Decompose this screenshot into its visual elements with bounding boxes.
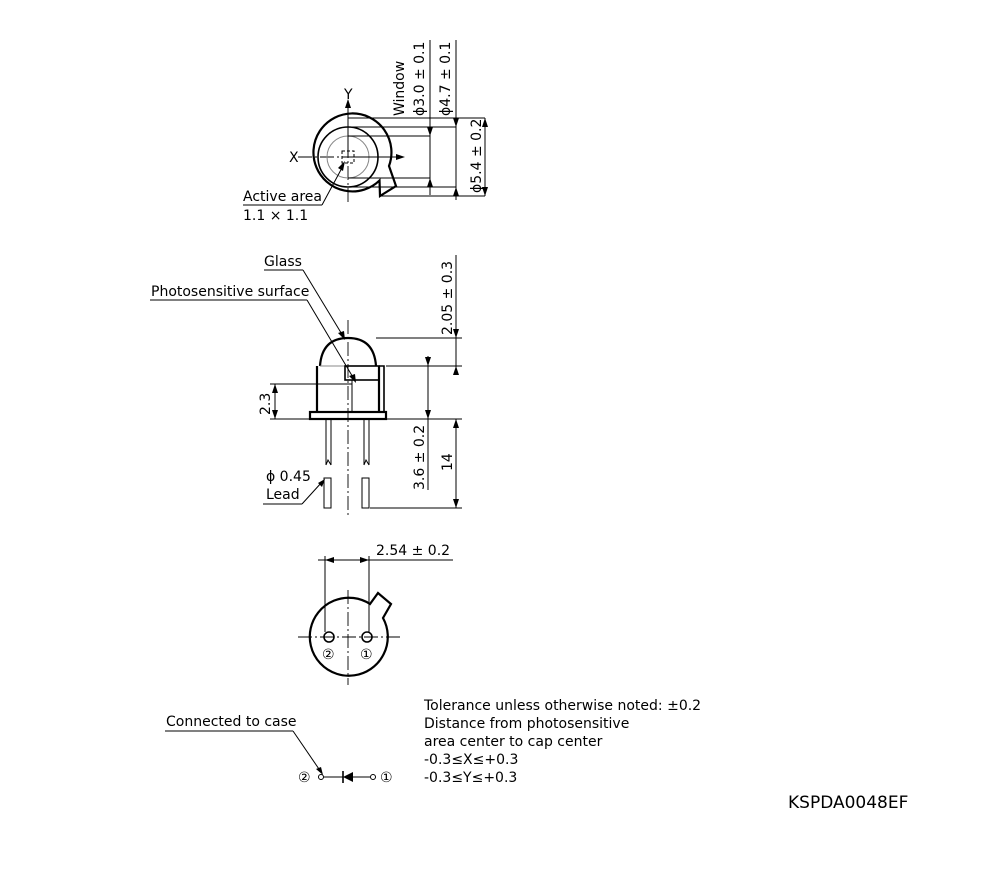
- bottom-flange-outline: [310, 593, 391, 676]
- y-axis-label: Y: [344, 87, 353, 103]
- photodiode-symbol: [343, 772, 353, 782]
- dim-lead-pitch: 2.54 ± 0.2: [376, 543, 451, 559]
- active-area-label: Active area: [243, 189, 322, 205]
- schematic: [165, 714, 393, 786]
- note-line: Tolerance unless otherwise noted: ±0.2: [424, 698, 702, 714]
- note-line: area center to cap center: [424, 734, 603, 750]
- flange-outline: [313, 113, 396, 196]
- glass-label: Glass: [264, 254, 302, 270]
- x-axis-label: X: [289, 150, 299, 166]
- side-view: [150, 254, 462, 515]
- dim-cap-height: 3.6 ± 0.2: [412, 424, 428, 490]
- note-line: Distance from photosensitive: [424, 716, 630, 732]
- bottom-view: [298, 543, 453, 685]
- photosensitive-surface-label: Photosensitive surface: [151, 284, 310, 300]
- active-area-size: 1.1 × 1.1: [243, 208, 309, 224]
- dim-glass-height: 2.05 ± 0.3: [440, 260, 456, 335]
- dim-flange-diameter: ϕ5.4 ± 0.2: [469, 118, 485, 193]
- connected-to-case-label: Connected to case: [166, 714, 297, 730]
- note-line: -0.3≤X≤+0.3: [424, 752, 519, 768]
- lead-diameter-label: ϕ 0.45: [266, 469, 311, 485]
- lead-label: Lead: [266, 487, 300, 503]
- dim-window-diameter: ϕ3.0 ± 0.1: [412, 41, 428, 116]
- top-view: [243, 40, 488, 224]
- dim-cap-diameter: ϕ4.7 ± 0.1: [438, 41, 454, 116]
- bottom-pin-1-label: ①: [360, 647, 373, 663]
- schematic-pin-1-label: ①: [380, 770, 393, 786]
- leads: [324, 419, 369, 508]
- schematic-pin-2-label: ②: [298, 770, 311, 786]
- notes: [423, 698, 701, 786]
- document-id: KSPDA0048EF: [788, 793, 909, 813]
- bottom-pin-2-label: ②: [322, 647, 335, 663]
- window-label: Window: [392, 60, 408, 116]
- x-axis-arrow: [396, 154, 405, 160]
- note-line: -0.3≤Y≤+0.3: [424, 770, 518, 786]
- dim-body-height: 2.3: [258, 392, 274, 415]
- dim-lead-length: 14: [440, 453, 456, 471]
